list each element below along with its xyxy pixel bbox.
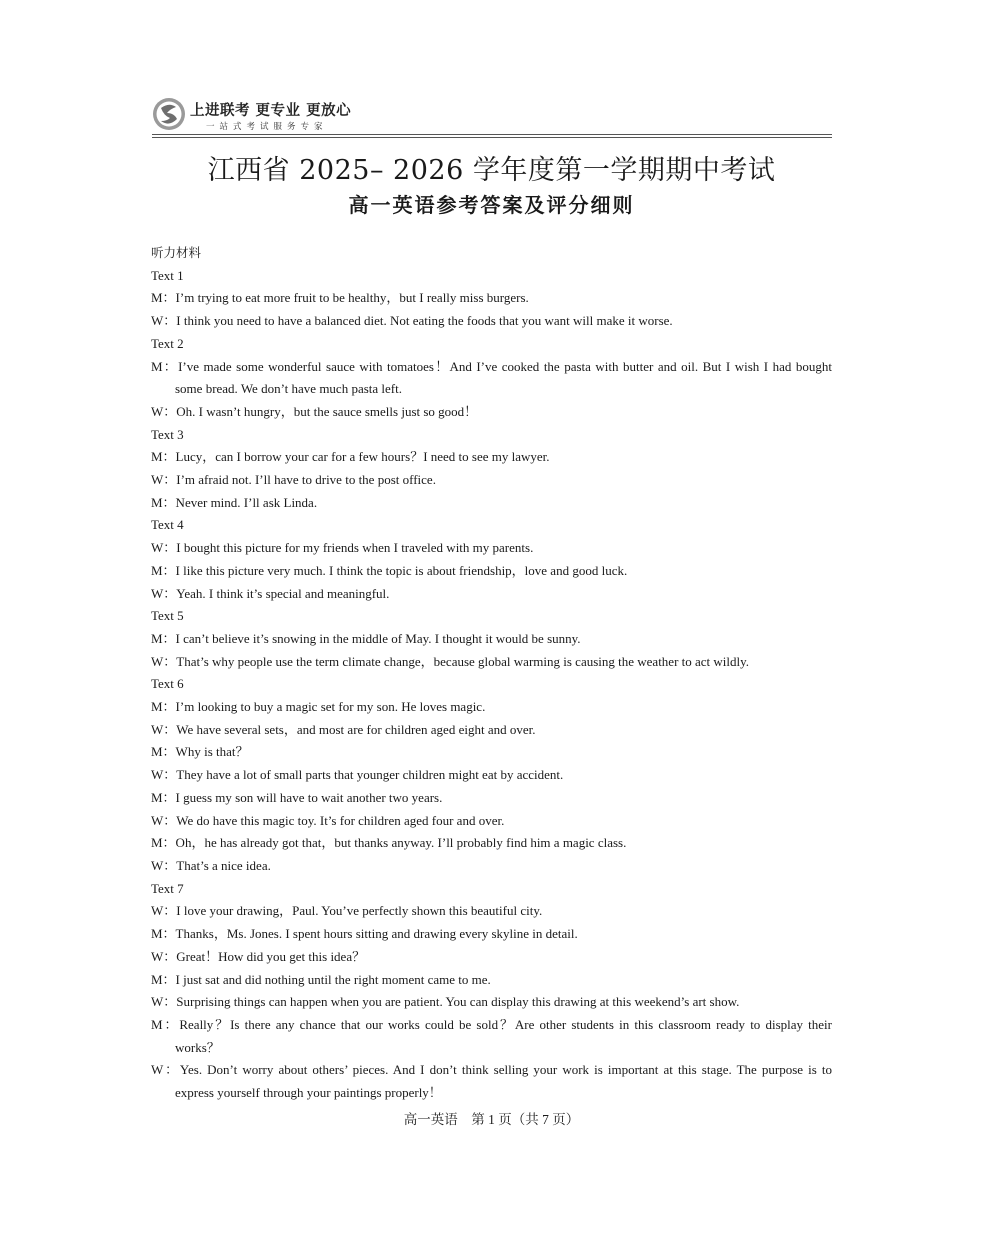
dialogue-line: M：Thanks，Ms. Jones. I spent hours sitting and drawing every skyline in detail. <box>151 926 578 942</box>
dialogue-line: W：Oh. I wasn’t hungry，but the sauce smells just so good！ <box>151 403 478 419</box>
dialogue-line: M：Lucy，can I borrow your car for a few hours？I need to see my lawyer. <box>151 449 550 465</box>
dialogue-line: M：I’ve made some wonderful sauce with tomatoes！And I’ve cooked the pasta with butter and oil. But I wish I had bought some bread. We don’t have much pasta left. <box>151 358 832 397</box>
dialogue-line: M：Really？Is there any chance that our works could be sold？Are other students in this classroom ready to display their works？ <box>151 1016 832 1055</box>
transcript-body <box>151 242 832 1105</box>
header-rule <box>152 134 832 135</box>
dialogue-line: W：We have several sets，and most are for children aged eight and over. <box>151 721 536 737</box>
dialogue-line: W：I love your drawing，Paul. You’ve perfectly shown this beautiful city. <box>151 903 543 919</box>
dialogue-line: M：I just sat and did nothing until the right moment came to me. <box>151 971 491 987</box>
section-title: 听力材料 <box>151 245 202 260</box>
dialogue-line: M：I can’t believe it’s snowing in the middle of May. I thought it would be sunny. <box>151 630 581 646</box>
dialogue-line: M：I’m trying to eat more fruit to be healthy，but I really miss burgers. <box>151 290 529 306</box>
brand-text: 上进联考 更专业 更放心 <box>190 103 352 119</box>
text-heading: Text 2 <box>151 335 184 351</box>
text-heading: Text 5 <box>151 608 184 624</box>
dialogue-line: M：I’m looking to buy a magic set for my son. He loves magic. <box>151 699 486 715</box>
dialogue-line: M：I guess my son will have to wait another two years. <box>151 789 443 805</box>
page-footer: 高一英语 第 1 页（共 7 页） <box>403 1112 580 1127</box>
dialogue-line: W：Yes. Don’t worry about others’ pieces. And I don’t think selling your work is important at this stage. The purpose is to express yourself through your paintings properly！ <box>151 1062 832 1101</box>
dialogue-line: W：I bought this picture for my friends when I traveled with my parents. <box>151 540 534 556</box>
text-heading: Text 4 <box>151 517 184 533</box>
dialogue-line: W：They have a lot of small parts that younger children might eat by accident. <box>151 767 564 783</box>
brand-logo-icon <box>152 97 186 131</box>
document-title: 江西省 2025– 2026 学年度第一学期期中考试 <box>207 155 776 186</box>
dialogue-line: W：Surprising things can happen when you are patient. You can display this drawing at this weekend’s art show. <box>151 994 740 1010</box>
dialogue-line: M：I like this picture very much. I think the topic is about friendship，love and good luck. <box>151 562 628 578</box>
dialogue-line: W：That’s a nice idea. <box>151 857 271 873</box>
dialogue-line: W：Great！How did you get this idea？ <box>151 948 366 964</box>
dialogue-line: M：Oh，he has already got that，but thanks anyway. I’ll probably find him a magic class. <box>151 835 627 851</box>
document-subtitle: 高一英语参考答案及评分细则 <box>348 193 635 217</box>
text-heading: Text 6 <box>151 676 184 692</box>
dialogue-line: W：We do have this magic toy. It’s for children aged four and over. <box>151 812 505 828</box>
brand-tagline: 一站式考试服务专家 <box>206 122 328 132</box>
dialogue-line: W：I think you need to have a balanced diet. Not eating the foods that you want will make it worse. <box>151 313 673 329</box>
dialogue-line: W：That’s why people use the term climate change，because global warming is causing the weather to act wildly. <box>151 653 750 669</box>
header-rule <box>152 137 832 138</box>
text-heading: Text 1 <box>151 267 184 283</box>
dialogue-line: W：I’m afraid not. I’ll have to drive to the post office. <box>151 472 436 488</box>
dialogue-line: M：Never mind. I’ll ask Linda. <box>151 494 318 510</box>
dialogue-line: M：Why is that？ <box>151 744 249 760</box>
text-heading: Text 7 <box>151 880 184 896</box>
text-heading: Text 3 <box>151 426 184 442</box>
dialogue-line: W：Yeah. I think it’s special and meaningful. <box>151 585 390 601</box>
